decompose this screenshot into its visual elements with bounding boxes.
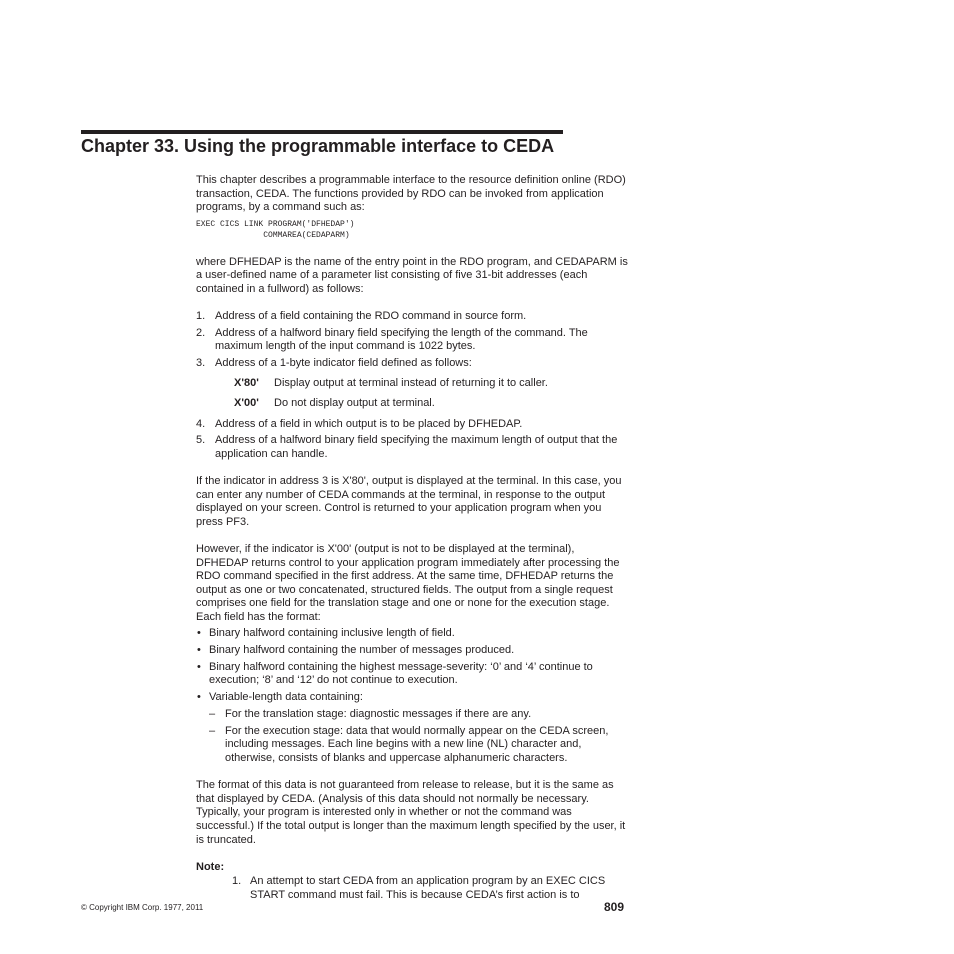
variable-data-list bbox=[209, 708, 628, 766]
address-list bbox=[196, 310, 628, 461]
dash-icon: – bbox=[209, 707, 216, 720]
note-item bbox=[232, 875, 628, 902]
x00-paragraph: However, if the indicator is X'00' (output is not to be displayed at the terminal), DFHEDAP returns control to your application program immediately after processing the RDO command specified in the first address. At the same time, DFHEDAP returns the output as one or two concatenated, structured fields. The output from a single request comprises one field for the translation stage and one or none for the execution stage. Each field has the format: bbox=[196, 543, 620, 624]
copyright-notice: © Copyright IBM Corp. 1977, 2011 bbox=[81, 903, 204, 912]
variable-data-item bbox=[209, 725, 628, 766]
indicator-description: Do not display output at terminal. bbox=[274, 397, 435, 410]
address-number: 3. bbox=[196, 356, 206, 369]
format-item bbox=[196, 627, 628, 641]
address-text: Address of a field containing the RDO command in source form. bbox=[215, 310, 527, 323]
format-item-text: Binary halfword containing the highest message-severity: ‘0’ and ‘4’ continue to execution; ‘8’ and ‘12’ do not continue to execution. bbox=[209, 660, 593, 687]
format-item bbox=[196, 644, 628, 658]
address-item bbox=[196, 418, 628, 432]
indicator-code: X'00' bbox=[234, 397, 259, 410]
address-text: Address of a 1-byte indicator field defined as follows: bbox=[215, 356, 472, 369]
note-label: Note: bbox=[196, 860, 225, 873]
variable-data-text: For the execution stage: data that would normally appear on the CEDA screen, including messages. Each line begins with a new line (NL) character and, otherwise, consists of blanks and uppercase alphanumeric characters. bbox=[225, 724, 609, 764]
address-item bbox=[196, 327, 628, 354]
x80-paragraph: If the indicator in address 3 is X'80', output is displayed at the terminal. In this case, you can enter any number of CEDA commands at the terminal, in response to the output displayed on your screen. Control is returned to your application program when you press PF3. bbox=[196, 475, 622, 528]
indicator-definition bbox=[215, 397, 628, 411]
address-number: 1. bbox=[196, 310, 206, 323]
format-item-text: Variable-length data containing: bbox=[209, 691, 363, 704]
note-number: 1. bbox=[232, 875, 242, 888]
indicator-definition-list bbox=[215, 377, 628, 411]
intro-paragraph: This chapter describes a programmable interface to the resource definition online (RDO) transaction, CEDA. The functions provided by RDO can be invoked from application programs, by a command such as: bbox=[196, 174, 626, 214]
where-paragraph: where DFHEDAP is the name of the entry point in the RDO program, and CEDAPARM is a user-defined name of a parameter list consisting of five 31-bit addresses (each contained in a fullword) as follows: bbox=[196, 255, 628, 295]
note-list bbox=[232, 875, 628, 902]
bullet-icon: • bbox=[197, 626, 201, 639]
indicator-definition bbox=[215, 377, 628, 391]
field-format-list bbox=[196, 627, 628, 766]
address-text: Address of a field in which output is to be placed by DFHEDAP. bbox=[215, 417, 523, 430]
format-item bbox=[196, 691, 628, 765]
page-number: 809 bbox=[603, 900, 624, 914]
note-text: An attempt to start CEDA from an application program by an EXEC CICS START command must fail. This is because CEDA’s first action is to bbox=[250, 875, 606, 901]
chapter-title: Chapter 33. Using the programmable interface to CEDA bbox=[81, 136, 555, 156]
variable-data-item bbox=[209, 708, 628, 722]
format-paragraph: The format of this data is not guaranteed from release to release, but it is the same as that displayed by CEDA. (Analysis of this data should not normally be necessary. Typically, your program is interested only in whether or not the command was successful.) If the total output is longer than the maximum length specified by the user, it is truncated. bbox=[196, 779, 626, 846]
address-number: 2. bbox=[196, 326, 206, 339]
indicator-description: Display output at terminal instead of returning it to caller. bbox=[274, 376, 548, 389]
bullet-icon: • bbox=[197, 660, 201, 673]
indicator-code: X'80' bbox=[234, 376, 259, 389]
format-item-text: Binary halfword containing the number of messages produced. bbox=[209, 643, 515, 656]
bullet-icon: • bbox=[197, 643, 201, 656]
dash-icon: – bbox=[209, 724, 216, 737]
address-item bbox=[196, 357, 628, 411]
address-text: Address of a halfword binary field specifying the length of the command. The maximum length of the input command is 1022 bytes. bbox=[215, 326, 588, 353]
code-example: EXEC CICS LINK PROGRAM('DFHEDAP') COMMAREA(CEDAPARM) bbox=[196, 219, 355, 240]
format-item bbox=[196, 661, 628, 688]
address-number: 4. bbox=[196, 417, 206, 430]
bullet-icon: • bbox=[197, 691, 201, 704]
address-item bbox=[196, 434, 628, 461]
format-item-text: Binary halfword containing inclusive length of field. bbox=[209, 626, 455, 639]
address-item bbox=[196, 310, 628, 324]
variable-data-text: For the translation stage: diagnostic messages if there are any. bbox=[225, 707, 532, 720]
chapter-body bbox=[196, 174, 628, 902]
chapter-title-rule bbox=[81, 130, 563, 134]
address-text: Address of a halfword binary field specifying the maximum length of output that the application can handle. bbox=[215, 434, 618, 460]
address-number: 5. bbox=[196, 434, 206, 447]
